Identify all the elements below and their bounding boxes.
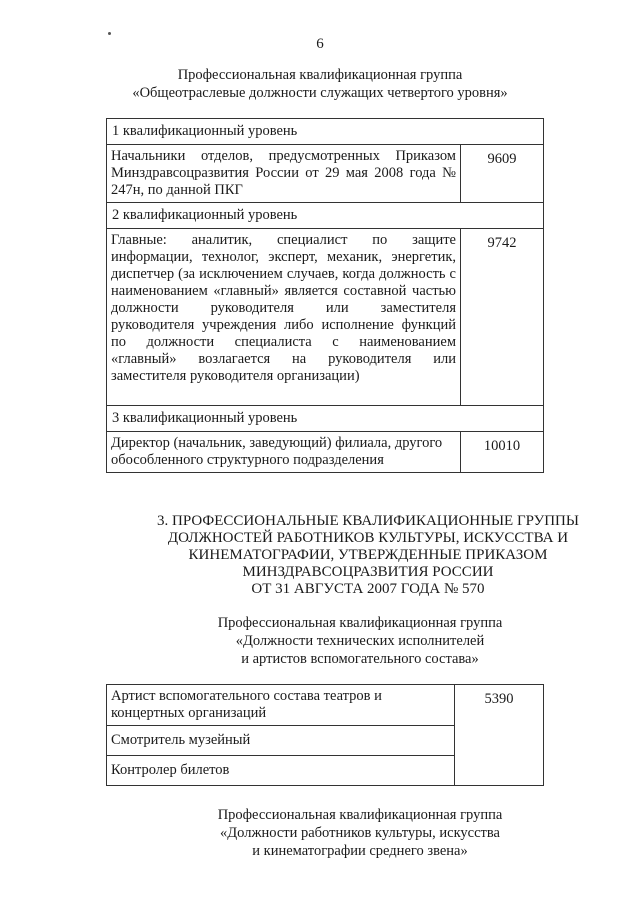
group3-title-line3: и кинематографии среднего звена»: [252, 843, 468, 859]
table-row: [107, 119, 544, 145]
scan-speck: [108, 32, 111, 35]
group2-table: [106, 684, 544, 786]
position-cell: Директор (начальник, заведующий) филиала, другого обособленного структурного подразделения: [107, 432, 461, 473]
group2-heading: [40, 614, 640, 668]
table-row: [107, 229, 544, 406]
group3-heading: [40, 806, 640, 860]
group1-title-line1: Профессиональная квалификационная группа: [177, 67, 463, 83]
salary-cell: 10010: [461, 432, 544, 473]
table-row: [107, 685, 544, 726]
section3-heading: [108, 513, 628, 598]
group1-table: [106, 118, 544, 473]
table-row: [107, 203, 544, 229]
group2-title-line3: и артистов вспомогательного состава»: [241, 651, 479, 667]
section3-line: ОТ 31 АВГУСТА 2007 ГОДА № 570: [251, 581, 485, 597]
position-cell: Смотритель музейный: [107, 726, 455, 756]
level-header: 2 квалификационный уровень: [107, 203, 544, 229]
group2-title-line1: Профессиональная квалификационная группа: [217, 615, 503, 631]
level-header: 3 квалификационный уровень: [107, 406, 544, 432]
position-cell: Контролер билетов: [107, 756, 455, 786]
group3-title-line1: Профессиональная квалификационная группа: [217, 807, 503, 823]
table-row: [107, 406, 544, 432]
position-cell: Артист вспомогательного состава театров и концертных организаций: [107, 685, 455, 726]
section3-line: МИНЗДРАВСОЦРАЗВИТИЯ РОССИИ: [242, 564, 494, 580]
table-row: [107, 432, 544, 473]
table-row: [107, 145, 544, 203]
level-header: 1 квалификационный уровень: [107, 119, 544, 145]
group3-title-line2: «Должности работников культуры, искусства: [220, 825, 500, 841]
section3-line: КИНЕМАТОГРАФИИ, УТВЕРЖДЕННЫЕ ПРИКАЗОМ: [188, 547, 548, 563]
section3-line: ДОЛЖНОСТЕЙ РАБОТНИКОВ КУЛЬТУРЫ, ИСКУССТВА И: [167, 530, 569, 546]
group2-title-line2: «Должности технических исполнителей: [235, 633, 485, 649]
page-number: 6: [316, 36, 324, 52]
position-cell: Начальники отделов, предусмотренных Приказом Минздравсоцразвития России от 29 мая 2008 года № 247н, по данной ПКГ: [107, 145, 461, 203]
salary-cell: 9742: [461, 229, 544, 406]
group1-heading: [0, 66, 640, 102]
salary-cell: 9609: [461, 145, 544, 203]
salary-cell: 5390: [455, 685, 544, 786]
section3-line: 3. ПРОФЕССИОНАЛЬНЫЕ КВАЛИФИКАЦИОННЫЕ ГРУППЫ: [157, 513, 579, 529]
group1-title-line2: «Общеотраслевые должности служащих четвертого уровня»: [132, 85, 508, 101]
position-cell: Главные: аналитик, специалист по защите информации, технолог, эксперт, механик, энергетик, диспетчер (за исключением случаев, когда должность с наименованием «главный» является составной частью должности руководителя или заместителя руководителя учреждения либо исполнение функций по должности специалиста с наименованием «главный» возлагается на руководителя или заместителя руководителя организации): [107, 229, 461, 406]
